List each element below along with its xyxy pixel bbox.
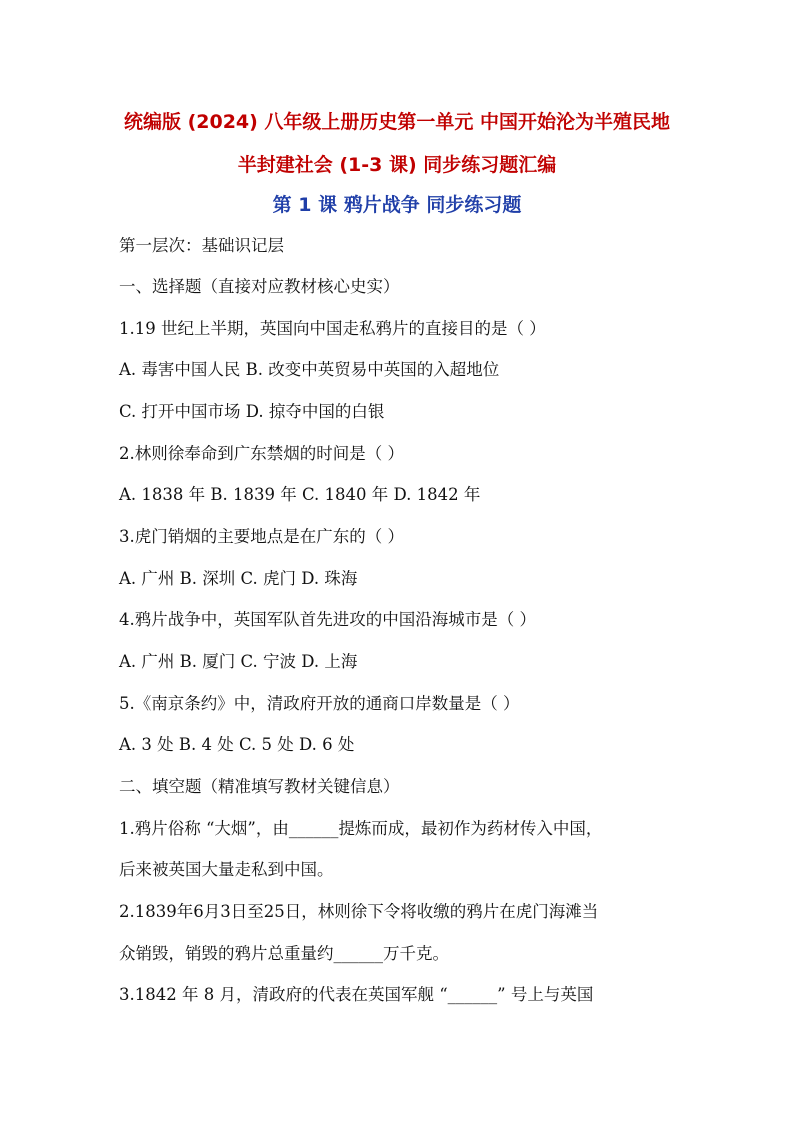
document-title-line-1: 统编版 (2024) 八年级上册历史第一单元 中国开始沦为半殖民地 bbox=[123, 111, 671, 133]
level-heading: 第一层次：基础识记层 bbox=[119, 236, 284, 255]
question-4-stem: 4.鸦片战争中，英国军队首先进攻的中国沿海城市是（ ） bbox=[119, 610, 536, 629]
fill-1-line-2: 后来被英国大量走私到中国。 bbox=[119, 860, 334, 879]
question-4-options: A. 广州 B. 厦门 C. 宁波 D. 上海 bbox=[119, 652, 358, 671]
question-2-stem: 2.林则徐奉命到广东禁烟的时间是（ ） bbox=[119, 444, 404, 463]
question-3-stem: 3.虎门销烟的主要地点是在广东的（ ） bbox=[119, 527, 404, 546]
document-title-line-2: 半封建社会 (1-3 课) 同步练习题汇编 bbox=[237, 154, 557, 176]
section-heading-fill: 二、填空题（精准填写教材关键信息） bbox=[119, 777, 400, 796]
question-5-stem: 5.《南京条约》中，清政府开放的通商口岸数量是（ ） bbox=[119, 694, 520, 713]
question-2-options: A. 1838 年 B. 1839 年 C. 1840 年 D. 1842 年 bbox=[119, 485, 481, 504]
fill-1-line-1: 1.鸦片俗称 “大烟”，由______提炼而成，最初作为药材传入中国， bbox=[119, 819, 603, 838]
question-1-options-ab: A. 毒害中国人民 B. 改变中英贸易中英国的入超地位 bbox=[119, 360, 500, 379]
question-5-options: A. 3 处 B. 4 处 C. 5 处 D. 6 处 bbox=[119, 735, 355, 754]
question-3-options: A. 广州 B. 深圳 C. 虎门 D. 珠海 bbox=[119, 569, 358, 588]
question-1-options-cd: C. 打开中国市场 D. 掠夺中国的白银 bbox=[119, 402, 385, 421]
fill-2-line-1: 2.1839年6月3日至25日，林则徐下令将收缴的鸦片在虎门海滩当 bbox=[119, 902, 599, 921]
section-heading-choice: 一、选择题（直接对应教材核心史实） bbox=[119, 277, 400, 296]
lesson-title: 第 1 课 鸦片战争 同步练习题 bbox=[272, 194, 522, 216]
question-1-stem: 1.19 世纪上半期，英国向中国走私鸦片的直接目的是（ ） bbox=[119, 319, 546, 338]
fill-3-line-1: 3.1842 年 8 月，清政府的代表在英国军舰 “______” 号上与英国 bbox=[119, 985, 594, 1004]
fill-2-line-2: 众销毁，销毁的鸦片总重量约______万千克。 bbox=[119, 944, 449, 963]
